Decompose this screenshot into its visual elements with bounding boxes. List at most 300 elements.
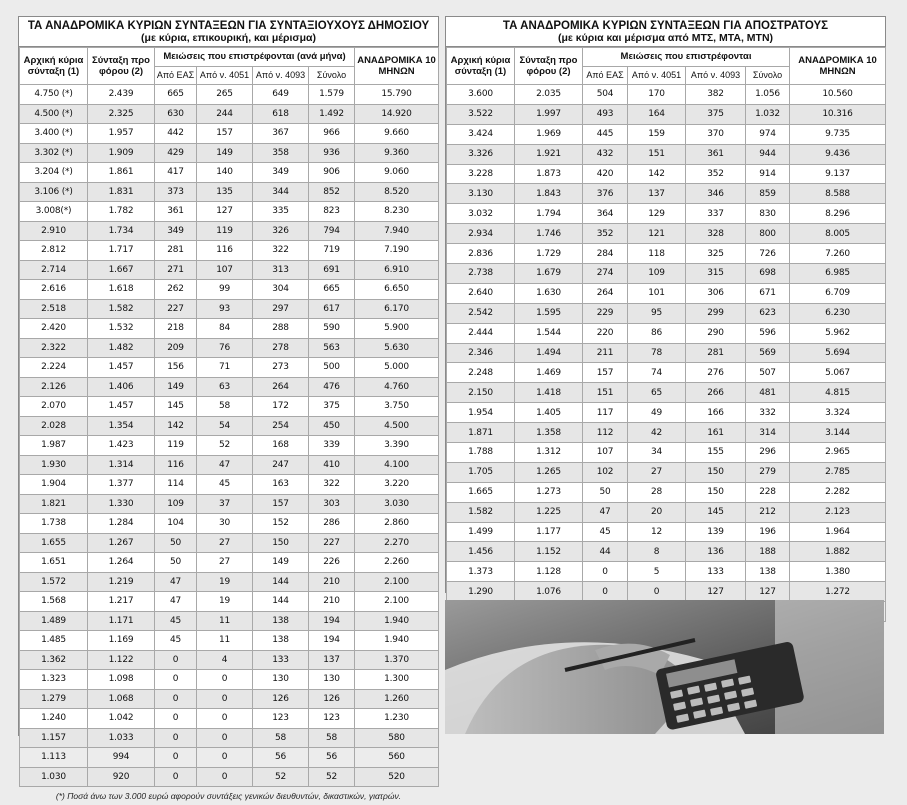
table-cell: 1.373 [447,562,515,582]
table-cell: 370 [686,124,746,144]
table-cell: 481 [746,383,790,403]
table-cell: 914 [746,164,790,184]
table-cell: 1.655 [20,533,88,553]
table-row [20,377,439,397]
table-cell: 337 [686,204,746,224]
table-cell: 151 [628,144,686,164]
table-cell: 1.579 [309,85,355,105]
table-cell: 617 [309,299,355,319]
table-cell: 3.324 [790,403,886,423]
table-cell: 3.204 (*) [20,163,88,183]
table-cell: 859 [746,184,790,204]
table-cell: 352 [583,224,628,244]
table-cell: 623 [746,303,790,323]
table-cell: 1.738 [20,514,88,534]
table-cell: 3.390 [355,436,439,456]
table-row [20,358,439,378]
table-cell: 3.522 [447,104,515,124]
table-cell: 322 [309,475,355,495]
table-cell: 3.144 [790,423,886,443]
table-cell: 118 [628,244,686,264]
table-cell: 6.230 [790,303,886,323]
public-pensions-panel [18,16,439,801]
table-cell: 4 [197,650,253,670]
table-cell: 157 [253,494,309,514]
col-total: Σύνολο [309,66,355,85]
table-cell: 2.224 [20,358,88,378]
table-cell: 126 [253,689,309,709]
table-cell: 974 [746,124,790,144]
table-cell: 140 [197,163,253,183]
table-cell: 2.346 [447,343,515,363]
table-cell: 254 [253,416,309,436]
retired-pensions-panel [445,16,886,597]
table-cell: 0 [155,689,197,709]
table-cell: 1.665 [447,482,515,502]
table-cell: 3.400 (*) [20,124,88,144]
table-cell: 227 [309,533,355,553]
table-cell: 123 [309,709,355,729]
table-cell: 20 [628,502,686,522]
table-cell: 1.030 [20,767,88,787]
table-cell: 1.354 [88,416,155,436]
table-cell: 4.760 [355,377,439,397]
table-cell: 1.482 [88,338,155,358]
table-cell: 47 [583,502,628,522]
table-cell: 45 [197,475,253,495]
table-cell: 1.930 [20,455,88,475]
table-cell: 2.028 [20,416,88,436]
table-cell: 9.735 [790,124,886,144]
table-cell: 373 [155,182,197,202]
table-cell: 58 [253,728,309,748]
table-row [20,611,439,631]
table-cell: 84 [197,319,253,339]
table-row [20,709,439,729]
table-cell: 410 [309,455,355,475]
table-row [447,423,886,443]
table-row [20,670,439,690]
table-cell: 3.424 [447,124,515,144]
retired-table-title [446,17,885,47]
table-row [20,689,439,709]
table-cell: 101 [628,283,686,303]
table-cell: 12 [628,522,686,542]
table-cell: 211 [583,343,628,363]
table-cell: 168 [253,436,309,456]
table-cell: 138 [253,631,309,651]
table-cell: 119 [155,436,197,456]
table-cell: 335 [253,202,309,222]
table-cell: 1.630 [515,283,583,303]
table-cell: 1.312 [515,443,583,463]
table-cell: 1.746 [515,224,583,244]
table-cell: 2.248 [447,363,515,383]
table-cell: 0 [197,689,253,709]
table-cell: 10.560 [790,85,886,105]
table-cell: 2.100 [355,572,439,592]
table-cell: 580 [355,728,439,748]
table-cell: 15.790 [355,85,439,105]
table-cell: 2.325 [88,104,155,124]
table-cell: 135 [197,182,253,202]
table-cell: 273 [253,358,309,378]
table-cell: 1.921 [515,144,583,164]
table-cell: 1.568 [20,592,88,612]
table-cell: 2.542 [447,303,515,323]
table-cell: 52 [197,436,253,456]
table-cell: 2.126 [20,377,88,397]
table-cell: 28 [628,482,686,502]
col-total: Σύνολο [746,66,790,85]
table-row [20,124,439,144]
table-cell: 346 [686,184,746,204]
table-cell: 37 [197,494,253,514]
table-row [447,224,886,244]
table-cell: 8.588 [790,184,886,204]
table-row [447,244,886,264]
table-cell: 5.000 [355,358,439,378]
table-row [447,443,886,463]
table-cell: 127 [746,582,790,602]
table-cell: 276 [686,363,746,383]
table-cell: 2.738 [447,264,515,284]
table-row [20,572,439,592]
table-cell: 1.042 [88,709,155,729]
table-cell: 1.217 [88,592,155,612]
table-cell: 11 [197,631,253,651]
table-cell: 220 [583,323,628,343]
table-cell: 417 [155,163,197,183]
table-cell: 145 [686,502,746,522]
table-cell: 507 [746,363,790,383]
table-cell: 9.436 [790,144,886,164]
table-cell: 47 [155,592,197,612]
table-cell: 281 [155,241,197,261]
table-cell: 1.457 [88,397,155,417]
table-cell: 1.987 [20,436,88,456]
table-cell: 823 [309,202,355,222]
table-cell: 665 [309,280,355,300]
table-cell: 8.520 [355,182,439,202]
table-cell: 145 [155,397,197,417]
table-cell: 6.650 [355,280,439,300]
table-row [20,475,439,495]
table-cell: 1.423 [88,436,155,456]
table-cell: 1.358 [515,423,583,443]
table-cell: 726 [746,244,790,264]
table-cell: 7.940 [355,221,439,241]
table-cell: 2.836 [447,244,515,264]
table-cell: 3.008(*) [20,202,88,222]
table-cell: 2.812 [20,241,88,261]
table-cell: 157 [583,363,628,383]
table-cell: 1.705 [447,462,515,482]
table-cell: 112 [583,423,628,443]
table-cell: 2.616 [20,280,88,300]
table-cell: 344 [253,182,309,202]
table-cell: 1.964 [790,522,886,542]
table-cell: 339 [309,436,355,456]
table-cell: 130 [253,670,309,690]
table-cell: 99 [197,280,253,300]
table-cell: 630 [155,104,197,124]
col-from-law-4093: Από ν. 4093 [686,66,746,85]
table-cell: 5.694 [790,343,886,363]
table-cell: 210 [309,592,355,612]
table-cell: 137 [309,650,355,670]
table-row [20,767,439,787]
table-cell: 1.582 [88,299,155,319]
table-cell: 210 [309,572,355,592]
table-cell: 794 [309,221,355,241]
table-cell: 281 [686,343,746,363]
table-cell: 0 [197,728,253,748]
table-cell: 227 [155,299,197,319]
col-pre-tax-pension: Σύνταξη προ φόρου (2) [88,48,155,85]
table-cell: 1.152 [515,542,583,562]
table-cell: 3.600 [447,85,515,105]
table-cell: 1.717 [88,241,155,261]
table-cell: 34 [628,443,686,463]
table-cell: 4.815 [790,383,886,403]
table-cell: 274 [583,264,628,284]
table-cell: 1.122 [88,650,155,670]
table-cell: 19 [197,572,253,592]
table-row [20,241,439,261]
table-cell: 1.219 [88,572,155,592]
table-cell: 1.651 [20,553,88,573]
table-cell: 560 [355,748,439,768]
table-cell: 76 [197,338,253,358]
table-cell: 170 [628,85,686,105]
table-cell: 2.123 [790,502,886,522]
table-cell: 1.469 [515,363,583,383]
table-cell: 2.150 [447,383,515,403]
table-cell: 2.439 [88,85,155,105]
table-row [447,184,886,204]
table-cell: 328 [686,224,746,244]
table-cell: 966 [309,124,355,144]
col-group-cuts: Μειώσεις που επιστρέφονται (ανά μήνα) [155,48,355,67]
table-cell: 1.457 [88,358,155,378]
table-cell: 596 [746,323,790,343]
table-row [20,650,439,670]
table-cell: 2.934 [447,224,515,244]
table-cell: 14.920 [355,104,439,124]
table-cell: 9.660 [355,124,439,144]
table-cell: 102 [583,462,628,482]
table-cell: 322 [253,241,309,261]
table-cell: 151 [583,383,628,403]
table-cell: 5 [628,562,686,582]
table-row [20,553,439,573]
table-cell: 3.106 (*) [20,182,88,202]
table-cell: 1.904 [20,475,88,495]
table-row [447,582,886,602]
table-row [447,104,886,124]
table-row [20,533,439,553]
table-cell: 286 [309,514,355,534]
table-cell: 116 [155,455,197,475]
table-cell: 244 [197,104,253,124]
retired-table-body [447,85,886,622]
table-cell: 45 [155,611,197,631]
table-cell: 11 [197,611,253,631]
table-cell: 27 [628,462,686,482]
table-cell: 6.910 [355,260,439,280]
table-cell: 2.322 [20,338,88,358]
public-title: ΤΑ ΑΝΑΔΡΟΜΙΚΑ ΚΥΡΙΩΝ ΣΥΝΤΑΞΕΩΝ ΓΙΑ ΣΥΝΤΑΞΙΟΥΧΟΥΣ ΔΗΜΟΣΙΟΥ [27,20,430,32]
table-cell: 2.070 [20,397,88,417]
table-cell: 49 [628,403,686,423]
table-cell: 1.032 [746,104,790,124]
table-cell: 1.940 [355,631,439,651]
table-cell: 1.330 [88,494,155,514]
table-cell: 1.405 [515,403,583,423]
table-cell: 1.618 [88,280,155,300]
table-cell: 1.265 [515,462,583,482]
table-cell: 136 [686,542,746,562]
table-cell: 852 [309,182,355,202]
table-row [447,522,886,542]
public-table-title [19,17,438,47]
table-cell: 142 [628,164,686,184]
table-cell: 50 [583,482,628,502]
table-cell: 47 [155,572,197,592]
table-cell: 0 [628,582,686,602]
table-cell: 3.030 [355,494,439,514]
table-cell: 150 [686,462,746,482]
table-cell: 142 [155,416,197,436]
table-cell: 1.290 [447,582,515,602]
table-cell: 1.177 [515,522,583,542]
table-cell: 1.240 [20,709,88,729]
table-cell: 166 [686,403,746,423]
table-cell: 445 [583,124,628,144]
table-cell: 671 [746,283,790,303]
table-row [20,163,439,183]
table-row [20,592,439,612]
table-cell: 1.267 [88,533,155,553]
table-cell: 2.270 [355,533,439,553]
table-cell: 906 [309,163,355,183]
table-cell: 306 [686,283,746,303]
retired-title: ΤΑ ΑΝΑΔΡΟΜΙΚΑ ΚΥΡΙΩΝ ΣΥΝΤΑΞΕΩΝ ΓΙΑ ΑΠΟΣΤΡΑΤΟΥΣ [502,20,829,32]
col-retroactive-10-months: ΑΝΑΔΡΟΜΙΚΑ 10 ΜΗΝΩΝ [790,48,886,85]
table-row [447,502,886,522]
table-row [20,85,439,105]
table-cell: 30 [197,514,253,534]
table-cell: 121 [628,224,686,244]
table-cell: 1.225 [515,502,583,522]
table-cell: 1.323 [20,670,88,690]
table-cell: 315 [686,264,746,284]
table-cell: 262 [155,280,197,300]
table-cell: 6.985 [790,264,886,284]
table-cell: 367 [253,124,309,144]
col-retroactive-10-months: ΑΝΑΔΡΟΜΙΚΑ 10 ΜΗΝΩΝ [355,48,439,85]
table-cell: 1.113 [20,748,88,768]
table-cell: 104 [155,514,197,534]
table-cell: 326 [253,221,309,241]
table-cell: 1.492 [309,104,355,124]
table-cell: 0 [197,767,253,787]
table-cell: 264 [583,283,628,303]
table-cell: 150 [686,482,746,502]
table-row [447,482,886,502]
table-cell: 5.067 [790,363,886,383]
table-cell: 1.734 [88,221,155,241]
table-cell: 271 [155,260,197,280]
table-cell: 1.843 [515,184,583,204]
table-row [447,403,886,423]
table-cell: 352 [686,164,746,184]
table-cell: 1.279 [20,689,88,709]
table-row [447,85,886,105]
table-cell: 304 [253,280,309,300]
table-cell: 133 [686,562,746,582]
table-cell: 56 [309,748,355,768]
table-cell: 7.190 [355,241,439,261]
table-cell: 161 [686,423,746,443]
table-cell: 314 [746,423,790,443]
table-cell: 1.489 [20,611,88,631]
table-cell: 188 [746,542,790,562]
table-cell: 52 [253,767,309,787]
table-cell: 649 [253,85,309,105]
table-cell: 1.582 [447,502,515,522]
table-row [447,323,886,343]
table-row [20,260,439,280]
table-cell: 0 [197,748,253,768]
table-row [20,631,439,651]
table-cell: 95 [628,303,686,323]
table-cell: 800 [746,224,790,244]
table-cell: 1.284 [88,514,155,534]
table-cell: 163 [253,475,309,495]
table-cell: 65 [628,383,686,403]
table-cell: 349 [253,163,309,183]
table-cell: 1.128 [515,562,583,582]
table-cell: 2.910 [20,221,88,241]
table-cell: 279 [746,462,790,482]
table-cell: 150 [253,533,309,553]
col-from-law-4093: Από ν. 4093 [253,66,309,85]
table-cell: 1.729 [515,244,583,264]
col-from-law-4051: Από ν. 4051 [628,66,686,85]
table-cell: 1.169 [88,631,155,651]
table-cell: 1.679 [515,264,583,284]
table-cell: 994 [88,748,155,768]
table-cell: 144 [253,592,309,612]
table-cell: 9.360 [355,143,439,163]
table-cell: 149 [253,553,309,573]
table-cell: 1.370 [355,650,439,670]
table-cell: 1.499 [447,522,515,542]
table-cell: 944 [746,144,790,164]
table-cell: 303 [309,494,355,514]
table-cell: 719 [309,241,355,261]
table-cell: 830 [746,204,790,224]
table-cell: 1.532 [88,319,155,339]
table-cell: 164 [628,104,686,124]
table-cell: 63 [197,377,253,397]
table-cell: 2.420 [20,319,88,339]
retired-pensions-table [446,47,886,622]
table-cell: 229 [583,303,628,323]
table-cell: 665 [155,85,197,105]
